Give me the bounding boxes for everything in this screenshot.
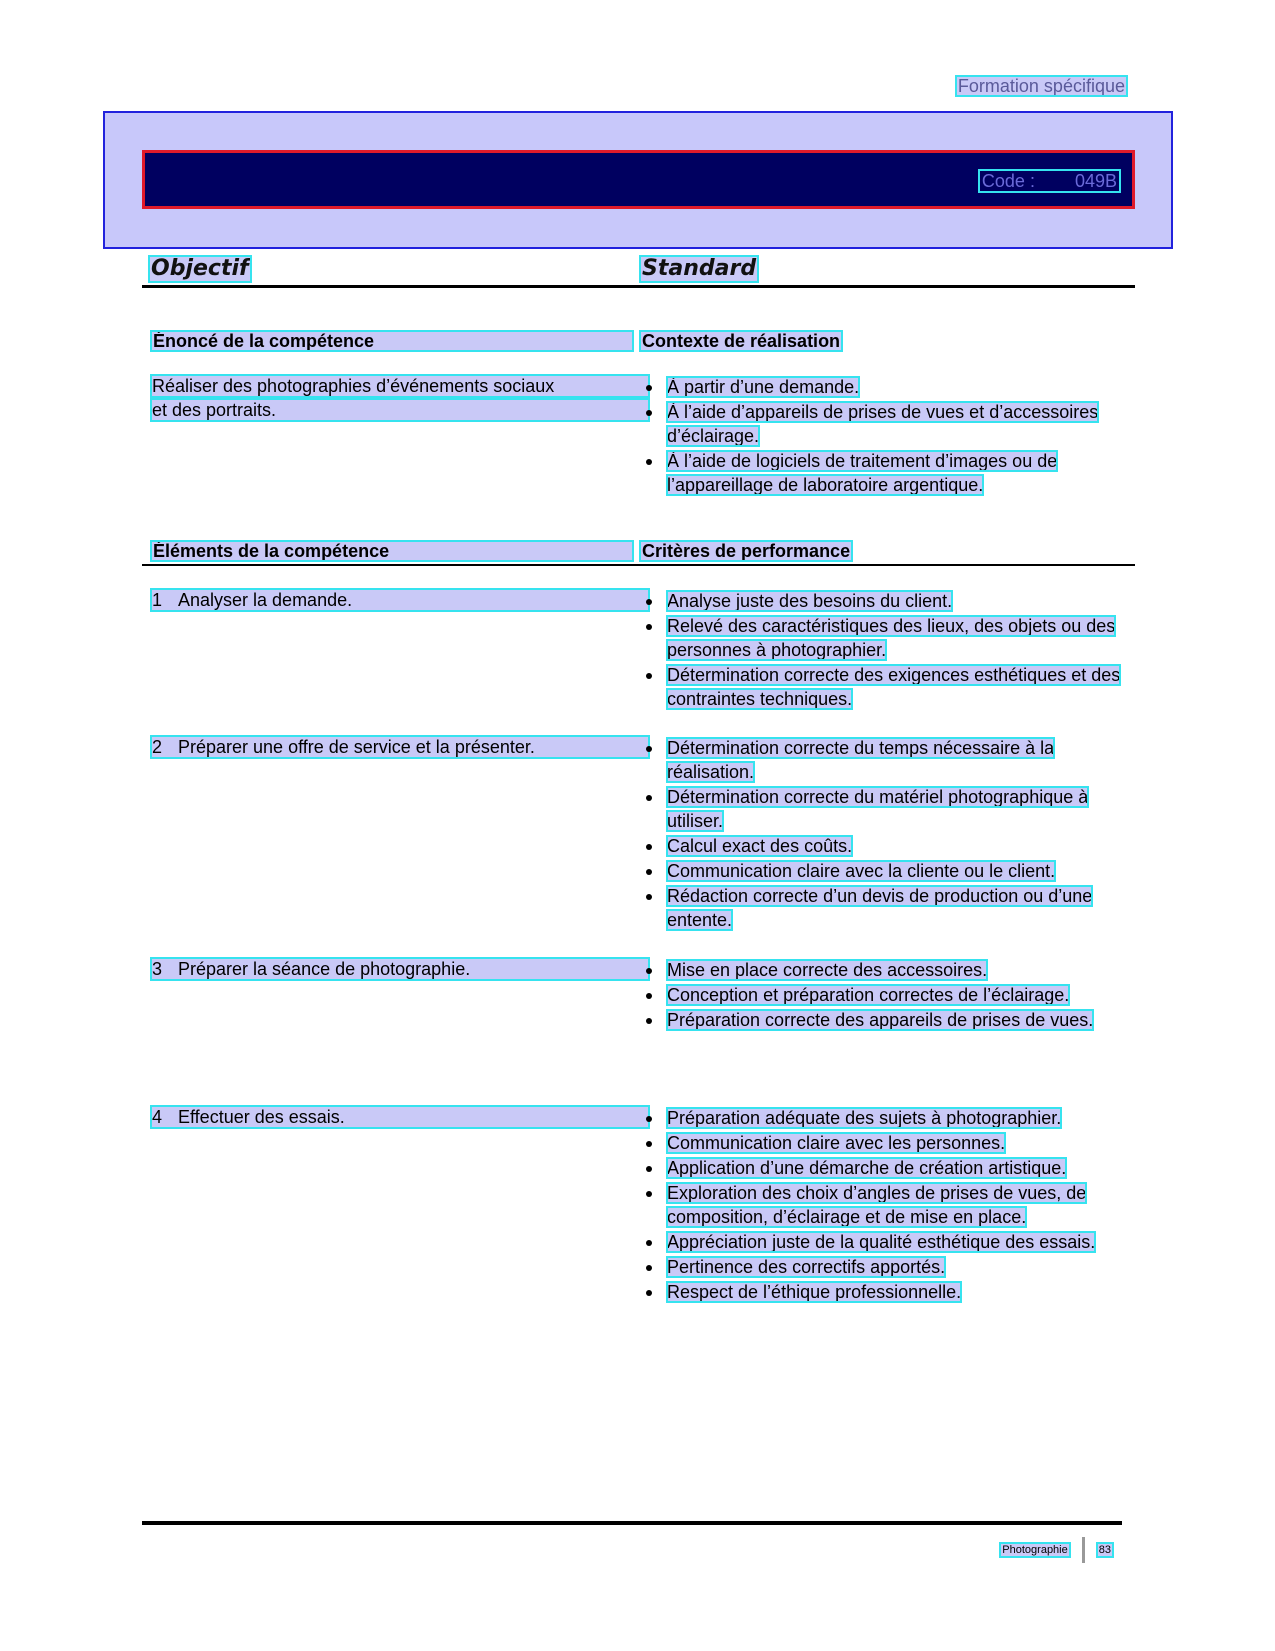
code-value: 049B (1074, 171, 1117, 191)
list-item: Mise en place correcte des accessoires. (645, 958, 1135, 982)
list-item: Préparation correcte des appareils de prises de vues. (645, 1008, 1135, 1032)
list-item: Conception et préparation correctes de l’éclairage. (645, 983, 1135, 1007)
footer-program: Photographie (1002, 1544, 1068, 1556)
element-number: 4 (152, 1107, 163, 1127)
element-2 (151, 736, 649, 758)
list-item: Pertinence des correctifs apportés. (645, 1255, 1135, 1279)
context-list (645, 375, 1135, 498)
standard-heading: Standard (642, 256, 757, 281)
code-label: Code : (981, 171, 1035, 191)
list-item: Appréciation juste de la qualité esthétique des essais. (645, 1230, 1135, 1254)
element-label: Préparer une offre de service et la présenter. (178, 737, 535, 757)
list-item: Application d’une démarche de création artistique. (645, 1156, 1135, 1180)
list-item: Communication claire avec les personnes. (645, 1131, 1135, 1155)
competence-line-1: Réaliser des photographies d’événements sociaux (151, 375, 649, 397)
criteria-list-2 (645, 736, 1135, 933)
list-item: Préparation adéquate des sujets à photographier. (645, 1106, 1135, 1130)
list-item: Calcul exact des coûts. (645, 834, 1135, 858)
list-item: À partir d’une demande. (645, 375, 1135, 399)
header-label: Formation spécifique (957, 76, 1125, 96)
list-item: Analyse juste des besoins du client. (645, 589, 1135, 613)
list-item: Détermination correcte du matériel photographique à utiliser. (645, 785, 1135, 833)
list-item: Rédaction correcte d’un devis de production ou d’une entente. (645, 884, 1135, 932)
code-field (978, 169, 1121, 193)
objective-heading: Objectif (151, 256, 249, 281)
element-number: 3 (152, 959, 163, 979)
list-item: À l’aide d’appareils de prises de vues et d’accessoires d’éclairage. (645, 400, 1135, 448)
element-4 (151, 1106, 649, 1128)
criteria-title: Critères de performance (642, 541, 851, 561)
list-item: Relevé des caractéristiques des lieux, des objets ou des personnes à photographier. (645, 614, 1135, 662)
footer-divider (1082, 1537, 1085, 1563)
context-title: Contexte de réalisation (642, 331, 841, 351)
list-item: Détermination correcte des exigences esthétiques et des contraintes techniques. (645, 663, 1135, 711)
list-item: Exploration des choix d’angles de prises de vues, de composition, d’éclairage et de mise en place. (645, 1181, 1135, 1229)
list-item: À l’aide de logiciels de traitement d’images ou de l’appareillage de laboratoire argentique. (645, 449, 1135, 497)
element-3 (151, 958, 649, 980)
footer-rule (142, 1521, 1122, 1525)
competence-title: Énoncé de la compétence (151, 331, 633, 351)
title-bar (142, 150, 1135, 209)
competence-line-2: et des portraits. (151, 399, 649, 421)
element-number: 2 (152, 737, 163, 757)
list-item: Détermination correcte du temps nécessaire à la réalisation. (645, 736, 1135, 784)
element-1 (151, 589, 649, 611)
element-label: Préparer la séance de photographie. (178, 959, 471, 979)
criteria-list-1 (645, 589, 1135, 712)
criteria-list-3 (645, 958, 1135, 1033)
elements-rule (142, 564, 1135, 566)
element-label: Analyser la demande. (178, 590, 353, 610)
list-item: Respect de l’éthique professionnelle. (645, 1280, 1135, 1304)
elements-title: Éléments de la compétence (151, 541, 633, 561)
list-item: Communication claire avec la cliente ou le client. (645, 859, 1135, 883)
page-number: 83 (1098, 1544, 1111, 1556)
element-label: Effectuer des essais. (178, 1107, 345, 1127)
element-number: 1 (152, 590, 163, 610)
footer (1000, 1537, 1113, 1563)
heading-rule (142, 285, 1135, 288)
criteria-list-4 (645, 1106, 1135, 1305)
